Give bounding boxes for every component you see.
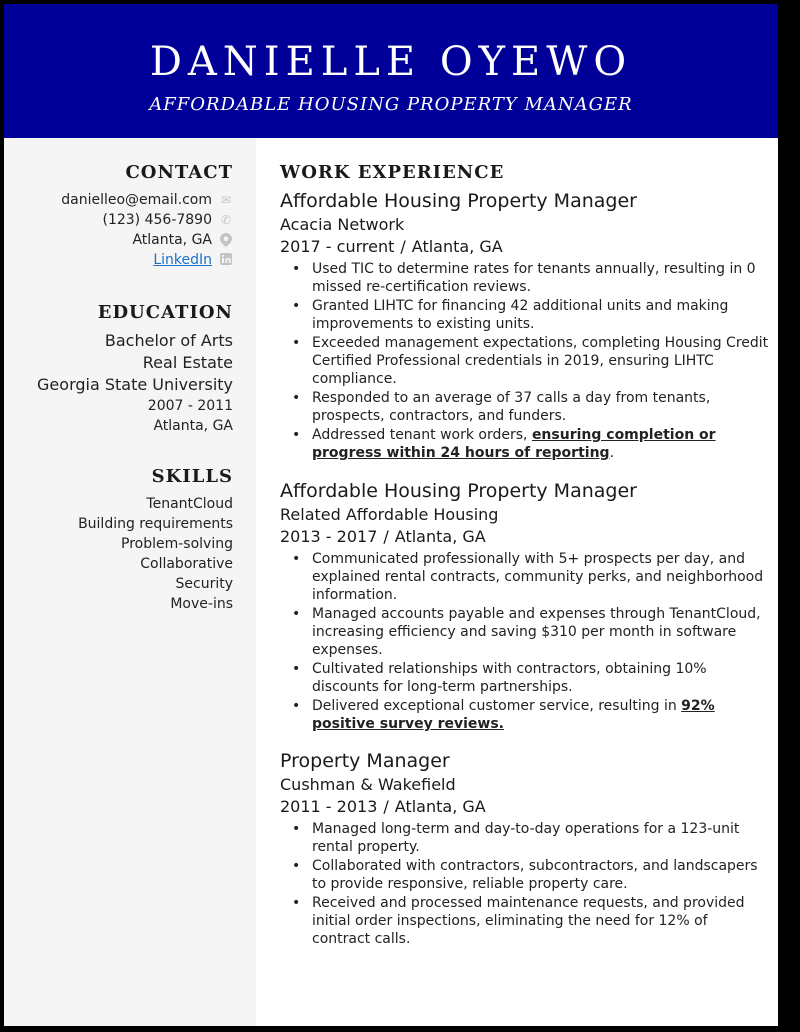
skill-item: Move-ins [170,596,233,612]
resume-page [4,4,778,1026]
contact-phone[interactable]: (123) 456-7890 [102,212,212,228]
job-title: Affordable Housing Property Manager [280,190,637,212]
skill-item: TenantCloud [146,496,233,512]
bullet-item: • Granted LIHTC for financing 42 additional units and making improvements to existing units. [280,297,770,333]
work-experience-heading: WORK EXPERIENCE [280,162,505,183]
job-bullets [280,550,770,733]
job-bullets [280,260,770,462]
contact-email-row [61,190,233,210]
candidate-title: AFFORDABLE HOUSING PROPERTY MANAGER [149,94,633,115]
contact-section [61,160,233,270]
resume-header [4,4,778,138]
contact-location: Atlanta, GA [132,232,212,248]
highlighted-achievement: ensuring completion or progress within 24 hours of reporting [312,427,716,461]
linkedin-link[interactable]: LinkedIn [153,252,212,268]
contact-linkedin-row [61,250,233,270]
bullet-item: • Delivered exceptional customer service, resulting in 92% positive survey reviews. [280,697,770,733]
skills-section [78,464,233,614]
job-entry [280,478,770,734]
job-company: Cushman & Wakefield [280,775,456,794]
bullet-item: • Managed long-term and day-to-day operations for a 123-unit rental property. [280,820,770,856]
education-degree: Bachelor of Arts [104,331,233,350]
envelope-icon: ✉ [220,193,232,207]
job-location: Atlanta, GA [411,237,503,256]
education-years: 2007 - 2011 [147,398,233,414]
education-major: Real Estate [142,353,233,372]
bullet-item: • Cultivated relationships with contractors, obtaining 10% discounts for long-term partnerships. [280,660,770,696]
job-separator: / [400,237,406,256]
bullet-item: • Communicated professionally with 5+ prospects per day, and explained rental contracts, community perks, and neighborhood information. [280,550,770,604]
contact-email[interactable]: danielleo@email.com [61,192,212,208]
job-company: Related Affordable Housing [280,505,499,524]
bullet-item: • Exceeded management expectations, completing Housing Credit Certified Professional credentials in 2019, ensuring LIHTC compliance. [280,334,770,388]
highlighted-achievement: 92% positive survey reviews. [312,698,715,732]
education-section [37,300,233,436]
job-title: Property Manager [280,750,450,772]
job-meta [280,526,770,548]
bullet-item: • Received and processed maintenance requests, and provided initial order inspections, eliminating the need for 12% of contract calls. [280,894,770,948]
education-heading: EDUCATION [97,302,233,323]
job-meta [280,796,770,818]
contact-location-row [61,230,233,250]
bullet-item: • Managed accounts payable and expenses through TenantCloud, increasing efficiency and saving $310 per month in software expenses. [280,605,770,659]
contact-heading: CONTACT [125,162,233,183]
bullet-item: • Collaborated with contractors, subcontractors, and landscapers to provide responsive, reliable property care. [280,857,770,893]
skills-heading: SKILLS [151,466,233,487]
bullet-item: • Addressed tenant work orders, ensuring completion or progress within 24 hours of reporting. [280,426,770,462]
job-dates: 2017 - current [280,237,395,256]
candidate-name: DANIELLE OYEWO [149,39,633,85]
job-title: Affordable Housing Property Manager [280,480,637,502]
job-dates: 2011 - 2013 [280,797,378,816]
job-separator: / [383,797,389,816]
skill-item: Collaborative [140,556,233,572]
linkedin-icon [219,253,233,267]
job-company: Acacia Network [280,215,405,234]
bullet-item: • Used TIC to determine rates for tenants annually, resulting in 0 missed re-certification reviews. [280,260,770,296]
skill-item: Building requirements [78,516,233,532]
skill-item: Problem-solving [121,536,233,552]
bullet-item: • Responded to an average of 37 calls a day from tenants, prospects, contractors, and funders. [280,389,770,425]
job-meta [280,236,770,258]
job-bullets [280,820,770,948]
education-school: Georgia State University [37,375,233,394]
job-dates: 2013 - 2017 [280,527,378,546]
sidebar [4,138,256,1026]
contact-phone-row [61,210,233,230]
skill-item: Security [175,576,233,592]
education-location: Atlanta, GA [153,418,233,434]
map-pin-icon [219,233,233,247]
job-entry [280,748,770,949]
job-location: Atlanta, GA [394,527,486,546]
job-location: Atlanta, GA [394,797,486,816]
job-entry [280,188,770,463]
job-separator: / [383,527,389,546]
phone-icon: ✆ [220,213,232,227]
